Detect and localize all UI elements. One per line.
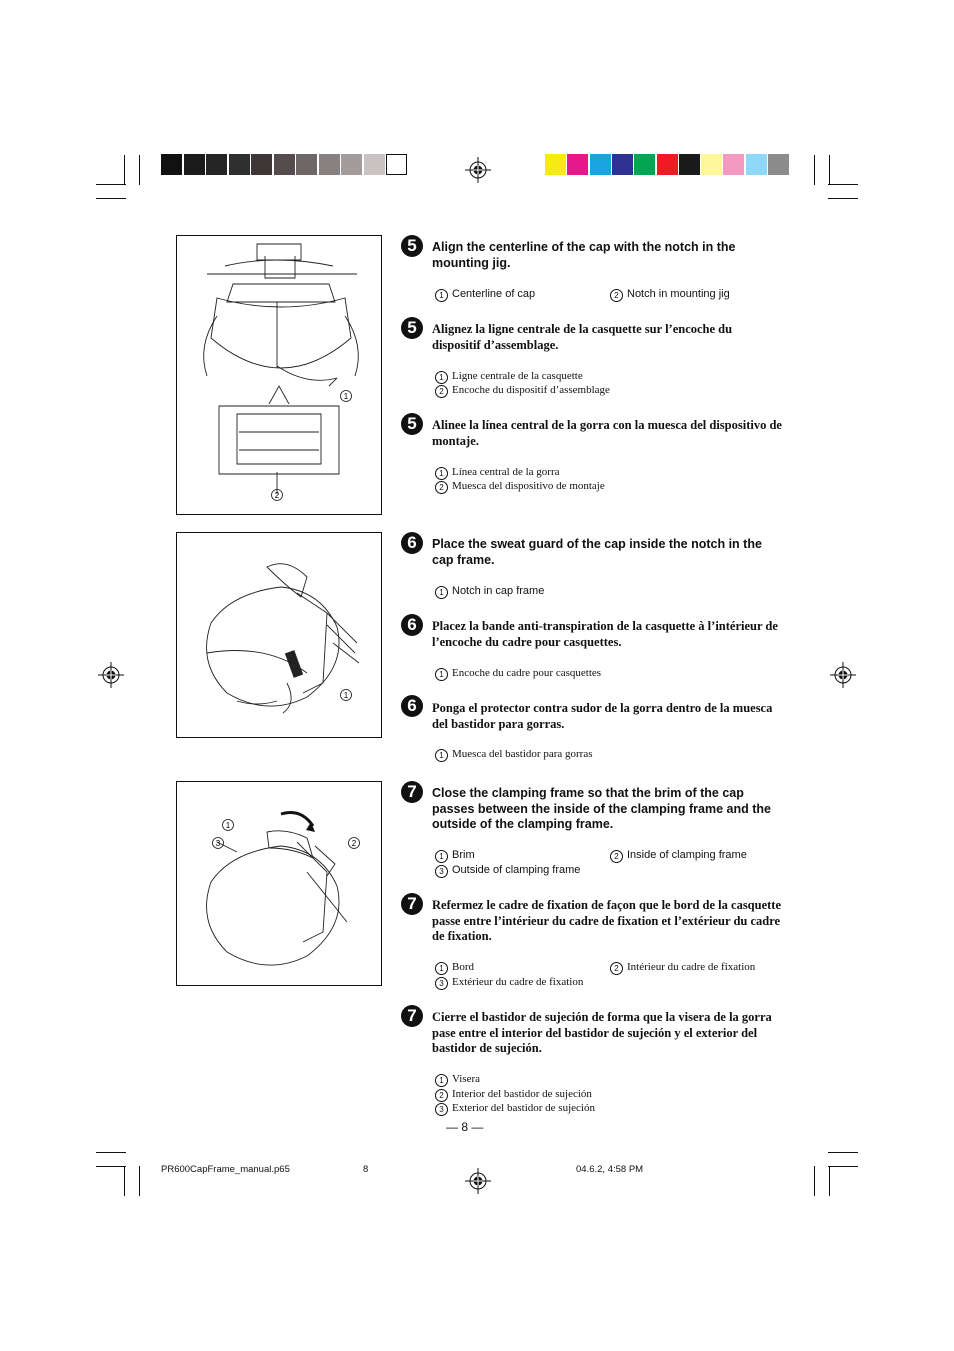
step-7-en-item-2: 2 Inside of clamping frame: [610, 848, 747, 863]
color-swatch: [251, 154, 272, 175]
color-swatch: [590, 154, 611, 175]
crop-mark: [828, 1166, 858, 1167]
step-5-en-item-1: 1 Centerline of cap: [435, 287, 535, 302]
step-6-badge-en: 6: [401, 532, 423, 554]
step-7-fr-item-1: 1 Bord: [435, 960, 474, 975]
figure-step-7: [176, 781, 382, 986]
crop-mark: [829, 1166, 830, 1196]
step-5-badge-es: 5: [401, 413, 423, 435]
step-7-badge-en: 7: [401, 781, 423, 803]
step-5-badge-en: 5: [401, 235, 423, 257]
color-swatch: [296, 154, 317, 175]
color-swatch: [723, 154, 744, 175]
step-7-es-item-3: 3 Exterior del bastidor de sujeción: [435, 1101, 595, 1116]
cap-on-mounting-jig-illustration: [177, 236, 381, 514]
color-swatch: [768, 154, 789, 175]
step-6-en-item-1: 1 Notch in cap frame: [435, 584, 544, 599]
crop-mark: [96, 1166, 126, 1167]
callout-3: 3: [215, 839, 221, 848]
callout-2: 2: [274, 491, 280, 500]
color-swatch: [746, 154, 767, 175]
step-6-heading-fr: Placez la bande anti-transpiration de la casquette à l’intérieur de l’encoche du cadre pour casquettes.: [432, 619, 778, 649]
step-7-heading-en: Close the clamping frame so that the brim of the cap passes between the inside of the clamping frame and the outside of the clamping frame.: [432, 786, 771, 831]
step-7-badge-es: 7: [401, 1005, 423, 1027]
registration-mark-icon: [98, 662, 124, 688]
crop-mark: [814, 155, 815, 185]
step-6-badge-es: 6: [401, 695, 423, 717]
crop-mark: [96, 198, 126, 199]
callout-1: 1: [343, 691, 349, 700]
step-7-en-item-3: 3 Outside of clamping frame: [435, 863, 580, 878]
step-5-badge-fr: 5: [401, 317, 423, 339]
color-swatch: [386, 154, 407, 175]
color-swatch: [206, 154, 227, 175]
step-6-fr-item-1: 1 Encoche du cadre pour casquettes: [435, 666, 601, 681]
step-7-fr-item-3: 3 Extérieur du cadre de fixation: [435, 975, 583, 990]
cap-in-frame-illustration: [177, 533, 381, 737]
color-swatch: [701, 154, 722, 175]
step-7-heading-fr: Refermez le cadre de fixation de façon que le bord de la casquette passe entre l’intérieur du cadre de fixation et l’extérieur du cadre de fixation.: [432, 898, 782, 943]
footer-filename: PR600CapFrame_manual.p65: [161, 1164, 290, 1175]
color-swatch: [364, 154, 385, 175]
color-swatch: [161, 154, 182, 175]
step-7-es-item-1: 1 Visera: [435, 1072, 480, 1087]
step-5-heading-es: Alinee la línea central de la gorra con la muesca del dispositivo de montaje.: [432, 418, 782, 448]
color-swatch: [612, 154, 633, 175]
color-swatch: [319, 154, 340, 175]
crop-mark: [829, 155, 830, 185]
color-swatch: [184, 154, 205, 175]
crop-mark: [814, 1166, 815, 1196]
color-swatch: [341, 154, 362, 175]
color-swatch: [679, 154, 700, 175]
callout-1: 1: [343, 392, 349, 401]
color-swatch: [545, 154, 566, 175]
crop-mark: [139, 1166, 140, 1196]
crop-mark: [828, 184, 858, 185]
crop-mark: [828, 1152, 858, 1153]
step-5-heading-fr: Alignez la ligne centrale de la casquette sur l’encoche du dispositif d’assemblage.: [432, 322, 733, 352]
figure-step-6: [176, 532, 382, 738]
color-swatch: [229, 154, 250, 175]
step-5-es-item-1: 1 Línea central de la gorra: [435, 465, 560, 480]
registration-mark-icon: [830, 662, 856, 688]
step-6-es-item-1: 1 Muesca del bastidor para gorras: [435, 747, 593, 762]
crop-mark: [96, 1152, 126, 1153]
step-7-badge-fr: 7: [401, 893, 423, 915]
step-6-badge-fr: 6: [401, 614, 423, 636]
step-5-es-item-2: 2 Muesca del dispositivo de montaje: [435, 479, 605, 494]
crop-mark: [124, 155, 125, 185]
registration-mark-icon: [465, 1168, 491, 1194]
callout-2: 2: [351, 839, 357, 848]
color-swatch: [657, 154, 678, 175]
callout-1: 1: [225, 821, 231, 830]
clamping-frame-illustration: [177, 782, 381, 985]
page-number: — 8 —: [446, 1120, 484, 1134]
step-6-heading-es: Ponga el protector contra sudor de la gorra dentro de la muesca del bastidor para gorras.: [432, 701, 773, 731]
crop-mark: [124, 1166, 125, 1196]
step-6-heading-en: Place the sweat guard of the cap inside the notch in the cap frame.: [432, 537, 762, 567]
step-5-fr-item-2: 2 Encoche du dispositif d’assemblage: [435, 383, 610, 398]
step-5-en-item-2: 2 Notch in mounting jig: [610, 287, 730, 302]
registration-mark-icon: [465, 157, 491, 183]
footer-page: 8: [363, 1164, 369, 1175]
step-7-es-item-2: 2 Interior del bastidor de sujeción: [435, 1087, 592, 1102]
step-5-heading-en: Align the centerline of the cap with the notch in the mounting jig.: [432, 240, 736, 270]
step-5-fr-item-1: 1 Ligne centrale de la casquette: [435, 369, 583, 384]
step-7-fr-item-2: 2 Intérieur du cadre de fixation: [610, 960, 755, 975]
color-swatch: [274, 154, 295, 175]
step-7-heading-es: Cierre el bastidor de sujeción de forma que la visera de la gorra pase entre el interior del bastidor de sujeción y el exterior del bastidor de sujeción.: [432, 1010, 772, 1055]
color-swatch: [634, 154, 655, 175]
figure-step-5: [176, 235, 382, 515]
crop-mark: [96, 184, 126, 185]
color-swatch: [567, 154, 588, 175]
crop-mark: [828, 198, 858, 199]
step-7-en-item-1: 1 Brim: [435, 848, 475, 863]
footer-datetime: 04.6.2, 4:58 PM: [576, 1164, 644, 1175]
crop-mark: [139, 155, 140, 185]
